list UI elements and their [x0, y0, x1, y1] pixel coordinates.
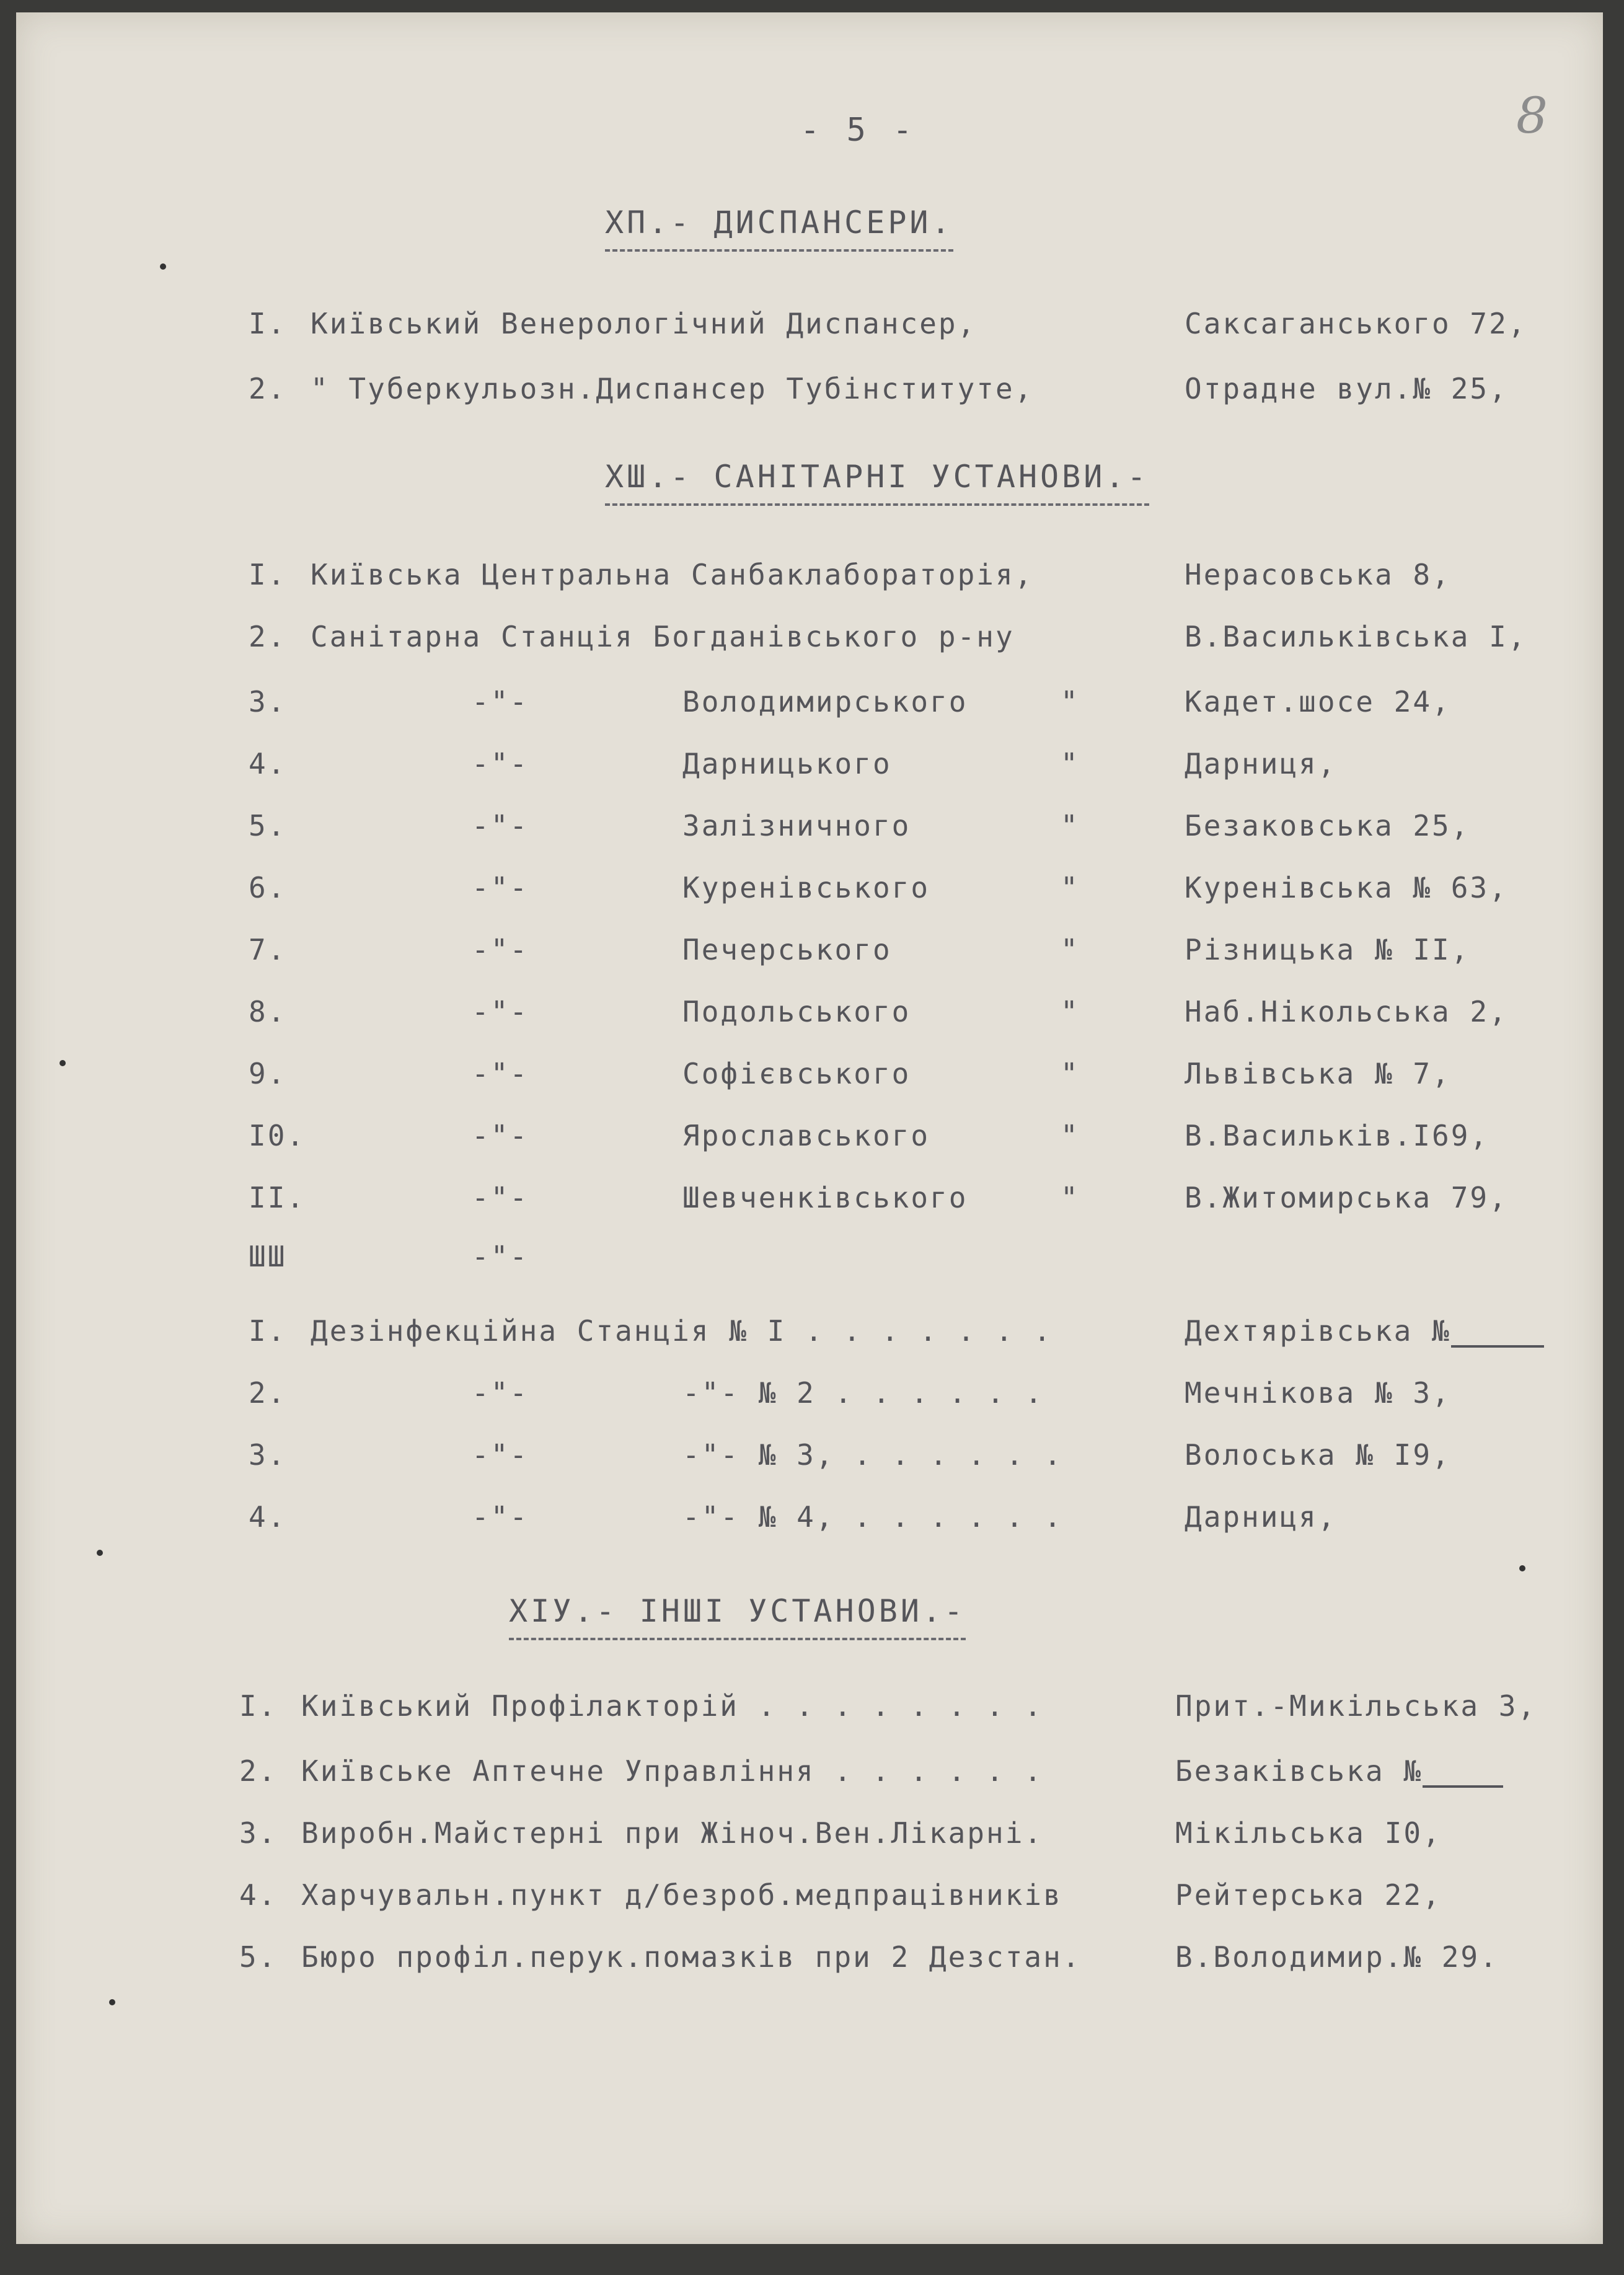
ditto-mark: -"- — [472, 933, 529, 966]
ditto-mark: " — [1061, 1057, 1080, 1090]
item-number: 2. — [249, 620, 287, 653]
item-number: 2. — [249, 1376, 287, 1410]
section-heading-dispensaries: ХП.- ДИСПАНСЕРИ. — [605, 205, 953, 252]
item-number: I0. — [249, 1119, 306, 1152]
item-number: 5. — [239, 1940, 278, 1974]
item-address: Різницька № II, — [1185, 933, 1470, 966]
item-district: Подольського — [682, 995, 911, 1028]
item-address — [1175, 1754, 1503, 1788]
item-address: Кадет.шосе 24, — [1185, 685, 1451, 718]
ink-speck — [109, 1999, 115, 2005]
ditto-mark: -"- — [472, 747, 529, 780]
ditto-mark: " — [1061, 995, 1080, 1028]
ditto-mark: -"- — [472, 995, 529, 1028]
ink-speck — [97, 1550, 103, 1556]
item-name: Київський Профілакторій . . . . . . . . — [301, 1689, 1044, 1723]
item-subnumber: -"- № 3, . . . . . . — [682, 1438, 1063, 1472]
address-text: Дехтярівська № — [1185, 1314, 1451, 1348]
item-address: Мікільська I0, — [1175, 1816, 1442, 1850]
item-number: I. — [249, 307, 287, 340]
item-address: Дарниця, — [1185, 1500, 1337, 1534]
item-name: Дезінфекційна Станція № I . . . . . . . — [311, 1314, 1053, 1348]
item-number: 8. — [249, 995, 287, 1028]
item-name: Санітарна Станція Богданівського р-ну — [311, 620, 1015, 653]
item-address: Безаковська 25, — [1185, 809, 1470, 842]
item-name: Київський Венерологічний Диспансер, — [311, 307, 977, 340]
item-number: 2. — [239, 1754, 278, 1788]
item-number: 3. — [249, 685, 287, 718]
item-number: 6. — [249, 871, 287, 904]
ditto-mark: " — [1061, 685, 1080, 718]
item-number: 4. — [249, 1500, 287, 1534]
item-district: Дарницького — [682, 747, 892, 780]
item-address: Куренівська № 63, — [1185, 871, 1508, 904]
ditto-mark: -"- — [472, 1119, 529, 1152]
item-address: Львівська № 7, — [1185, 1057, 1451, 1090]
ditto-mark: -"- — [472, 1240, 529, 1273]
item-district: Володимирського — [682, 685, 968, 718]
folio-number: 8 — [1516, 87, 1548, 144]
item-address: В.Васильків.I69, — [1185, 1119, 1489, 1152]
item-number: II. — [249, 1181, 306, 1214]
item-number: 4. — [239, 1878, 278, 1912]
item-number: 4. — [249, 747, 287, 780]
ditto-mark: -"- — [472, 1438, 529, 1472]
ink-speck — [60, 1060, 66, 1066]
item-number: I. — [239, 1689, 278, 1723]
item-subnumber: -"- № 4, . . . . . . — [682, 1500, 1063, 1534]
item-number: 3. — [239, 1816, 278, 1850]
item-address: В.Володимир.№ 29. — [1175, 1940, 1499, 1974]
ditto-mark: " — [1061, 1119, 1080, 1152]
ditto-mark: -"- — [472, 1181, 529, 1214]
item-district: Ярославського — [682, 1119, 930, 1152]
item-district: Печерського — [682, 933, 892, 966]
item-number: 5. — [249, 809, 287, 842]
item-address: Нерасовська 8, — [1185, 558, 1451, 591]
item-address: Рейтерська 22, — [1175, 1878, 1442, 1912]
item-name: Бюро профіл.перук.помазків при 2 Дезстан. — [301, 1940, 1082, 1974]
address-text: Безаківська № — [1175, 1754, 1423, 1788]
item-address — [1185, 1314, 1544, 1348]
ditto-mark: -"- — [472, 1376, 529, 1410]
item-address: В.Житомирська 79, — [1185, 1181, 1508, 1214]
ditto-mark: -"- — [472, 871, 529, 904]
section-heading-sanitary: ХШ.- САНІТАРНІ УСТАНОВИ.- — [605, 459, 1149, 506]
item-name: Харчувальн.пункт д/безроб.медпрацівників — [301, 1878, 1062, 1912]
item-number: ШШ — [249, 1240, 287, 1273]
ditto-mark: " — [1061, 809, 1080, 842]
item-number: 9. — [249, 1057, 287, 1090]
ink-speck — [1519, 1565, 1525, 1571]
item-number: 2. — [249, 372, 287, 405]
item-number: I. — [249, 558, 287, 591]
item-address: В.Васильківська I, — [1185, 620, 1527, 653]
item-name: Київська Центральна Санбаклабораторія, — [311, 558, 1034, 591]
ditto-mark: -"- — [472, 809, 529, 842]
item-name: " Туберкульозн.Диспансер Тубінституте, — [311, 372, 1034, 405]
ink-speck — [160, 263, 166, 270]
item-name: Виробн.Майстерні при Жіноч.Вен.Лікарні. — [301, 1816, 1044, 1850]
item-number: 3. — [249, 1438, 287, 1472]
item-address: Волоська № I9, — [1185, 1438, 1451, 1472]
item-address: Мечнікова № 3, — [1185, 1376, 1451, 1410]
item-address: Дарниця, — [1185, 747, 1337, 780]
item-subnumber: -"- № 2 . . . . . . — [682, 1376, 1044, 1410]
item-number: 7. — [249, 933, 287, 966]
ditto-mark: " — [1061, 933, 1080, 966]
item-number: I. — [249, 1314, 287, 1348]
ditto-mark: -"- — [472, 685, 529, 718]
item-district: Куренівського — [682, 871, 930, 904]
section-heading-other: ХІУ.- ІНШІ УСТАНОВИ.- — [509, 1593, 966, 1640]
blank-underline — [1423, 1760, 1503, 1788]
item-district: Софієвського — [682, 1057, 911, 1090]
ditto-mark: " — [1061, 1181, 1080, 1214]
ditto-mark: " — [1061, 871, 1080, 904]
item-address: Отрадне вул.№ 25, — [1185, 372, 1508, 405]
item-address: Саксаганського 72, — [1185, 307, 1527, 340]
item-district: Залізничного — [682, 809, 911, 842]
ditto-mark: -"- — [472, 1057, 529, 1090]
item-name: Київське Аптечне Управління . . . . . . — [301, 1754, 1044, 1788]
item-address: Прит.-Микільська 3, — [1175, 1689, 1537, 1723]
ditto-mark: -"- — [472, 1500, 529, 1534]
page-number: - 5 - — [800, 112, 916, 149]
blank-underline — [1451, 1320, 1544, 1348]
ditto-mark: " — [1061, 747, 1080, 780]
item-address: Наб.Нікольська 2, — [1185, 995, 1508, 1028]
item-district: Шевченківського — [682, 1181, 968, 1214]
document-page — [16, 12, 1603, 2244]
